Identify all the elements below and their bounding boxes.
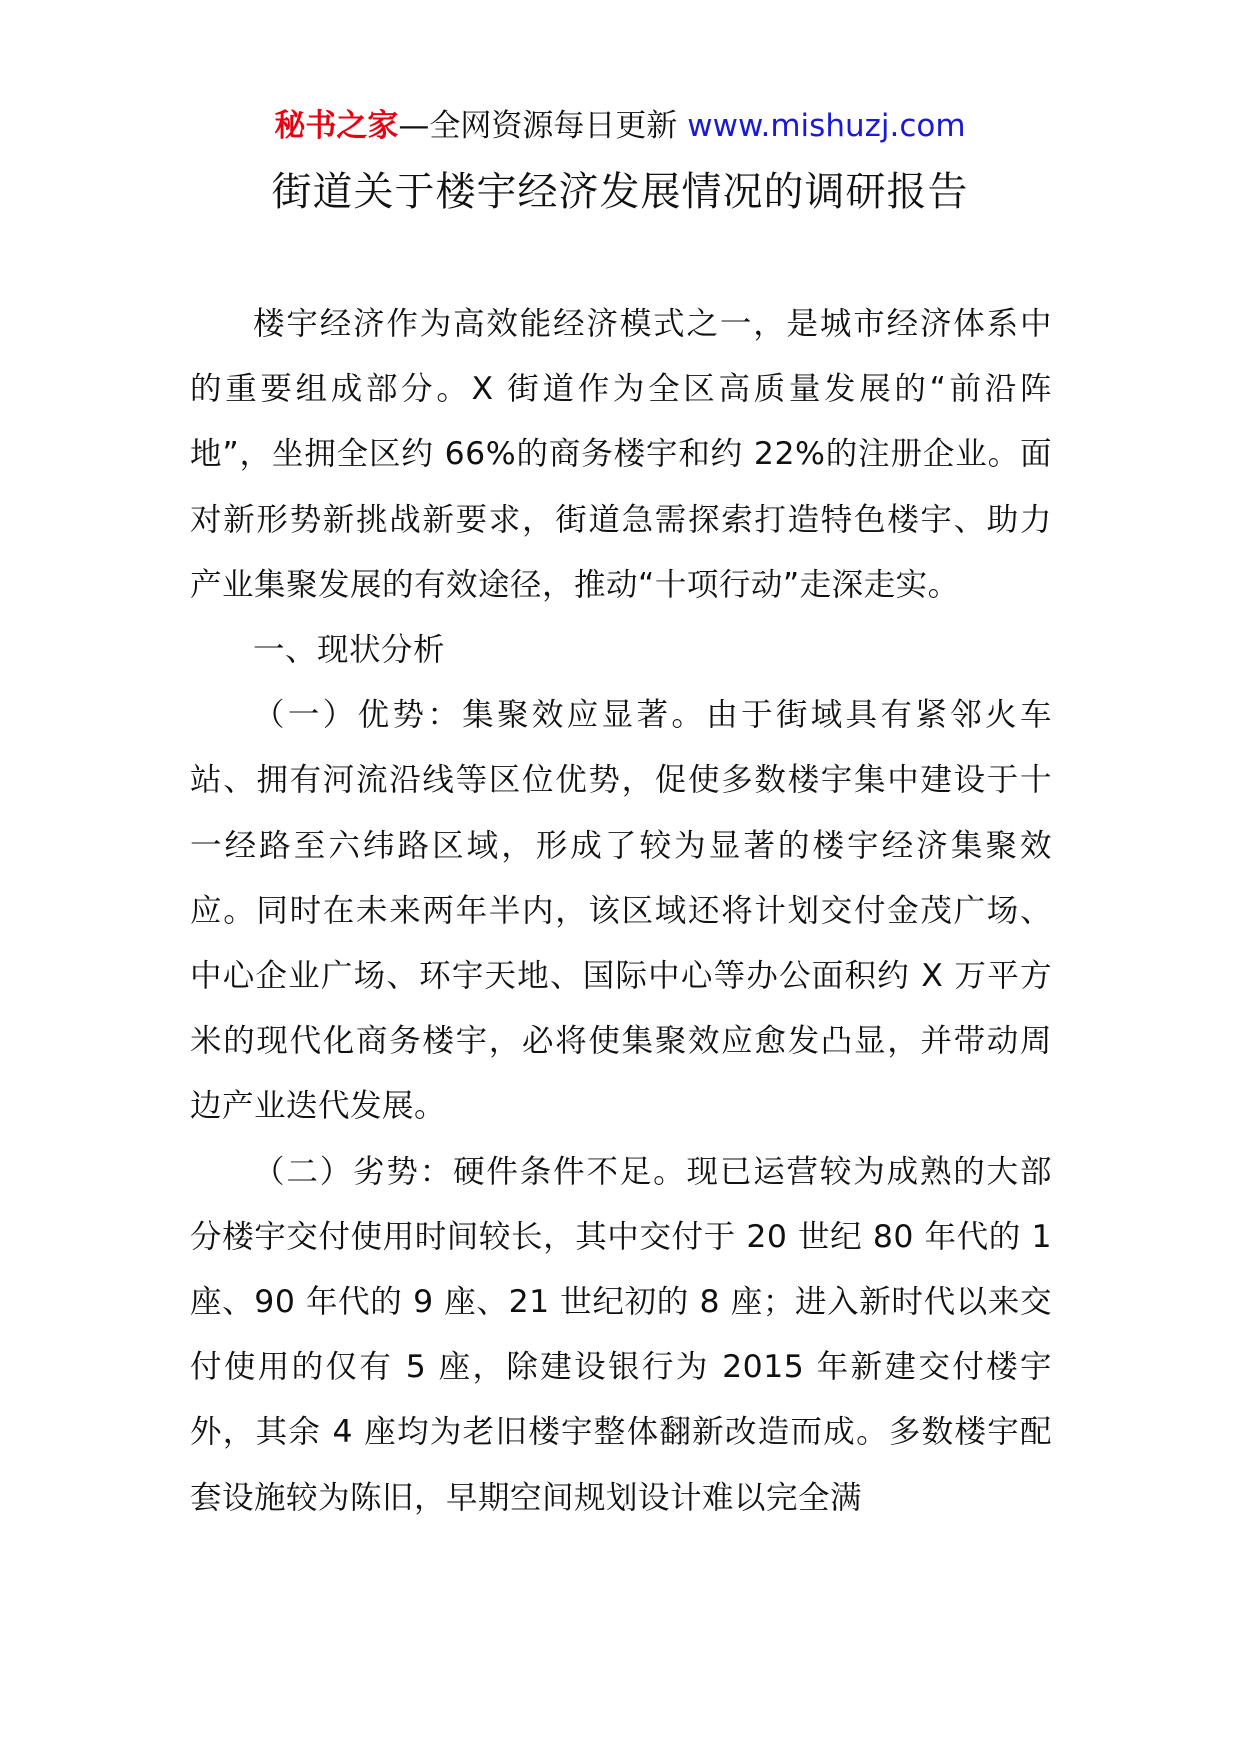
site-url-link[interactable]: www.mishuzj.com [687,108,966,144]
paragraph-disadvantage: （二）劣势：硬件条件不足。现已运营较为成熟的大部分楼宇交付使用时间较长，其中交付于 20 世纪 80 年代的 1 座、90 年代的 9 座、21 世纪初的 8 座；进入新时代以来交付使用的仅有 5 座，除建设银行为 2015 年新建交付楼宇外，其余 4 座均为老旧楼宇整体翻新改造而成。多数楼宇配套设施较为陈旧，早期空间规划设计难以完全满 [190,1153,1052,1516]
brand-tagline: —全网资源每日更新 [398,108,678,144]
brand-name: 秘书之家 [274,108,399,144]
document-body [190,292,1052,1531]
site-banner [0,104,1240,148]
section-heading-status: 一、现状分析 [253,632,446,669]
paragraph-advantage: （一）优势：集聚效应显著。由于街域具有紧邻火车站、拥有河流沿线等区位优势，促使多数楼宇集中建设于十一经路至六纬路区域，形成了较为显著的楼宇经济集聚效应。同时在未来两年半内，该区域还将计划交付金茂广场、中心企业广场、环宇天地、国际中心等办公面积约 X 万平方米的现代化商务楼宇，必将使集聚效应愈发凸显，并带动周边产业迭代发展。 [190,697,1052,1125]
paragraph-intro: 楼宇经济作为高效能经济模式之一，是城市经济体系中的重要组成部分。X 街道作为全区高质量发展的“前沿阵地”，坐拥全区约 66%的商务楼宇和约 22%的注册企业。面对新形势新挑战新要求，街道急需探索打造特色楼宇、助力产业集聚发展的有效途径，推动“十项行动”走深走实。 [190,306,1052,603]
document-title: 街道关于楼宇经济发展情况的调研报告 [271,169,969,215]
